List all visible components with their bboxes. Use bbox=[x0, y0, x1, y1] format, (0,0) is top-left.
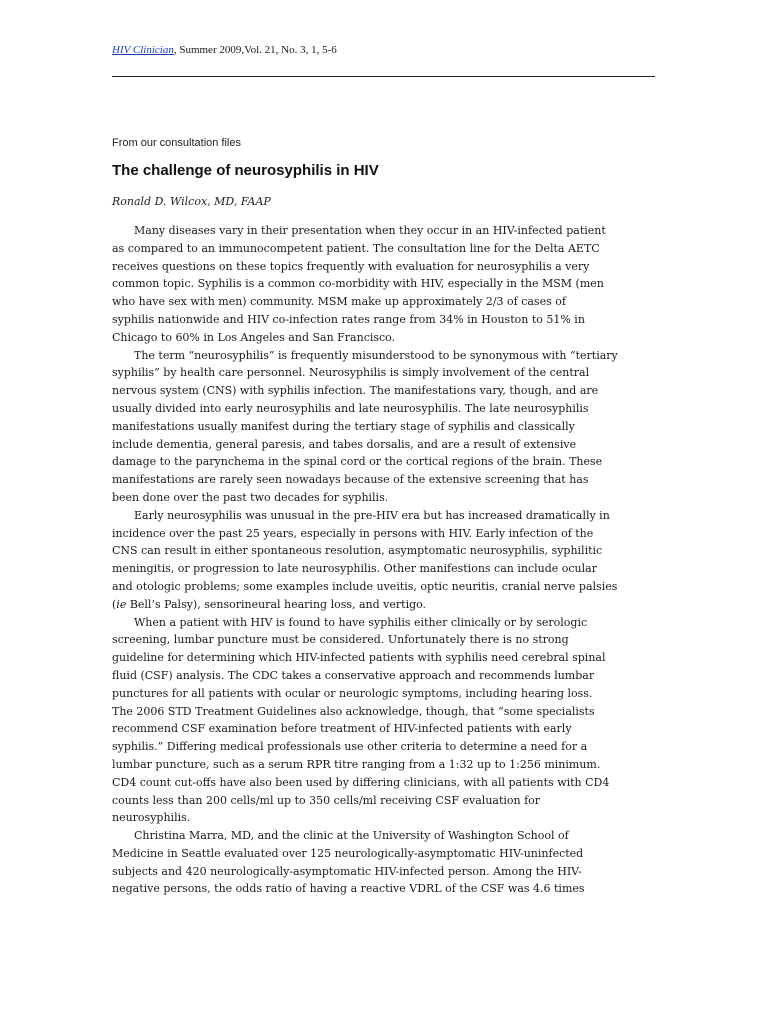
issue-info: , Summer 2009,Vol. 21, No. 3, 1, 5-6 bbox=[173, 44, 337, 56]
body-line: subjects and 420 neurologically-asymptomatic HIV-infected person. Among the HIV- bbox=[112, 864, 582, 878]
body-line: receives questions on these topics frequently with evaluation for neurosyphilis a very bbox=[112, 259, 590, 273]
body-line: CD4 count cut-offs have also been used by differing clinicians, with all patients with CD4 bbox=[112, 775, 610, 789]
article-body bbox=[112, 222, 672, 898]
body-line: Chicago to 60% in Los Angeles and San Francisco. bbox=[112, 330, 396, 344]
body-line: common topic. Syphilis is a common co-morbidity with HIV, especially in the MSM (men bbox=[112, 277, 604, 291]
body-line: punctures for all patients with ocular or neurologic symptoms, including hearing loss. bbox=[112, 686, 593, 700]
body-line: syphilis nationwide and HIV co-infection rates range from 34% in Houston to 51% in bbox=[112, 312, 585, 326]
body-line: damage to the parynchema in the spinal cord or the cortical regions of the brain. These bbox=[112, 455, 603, 469]
journal-link[interactable]: HIV Clinician bbox=[112, 44, 174, 56]
body-line: CNS can result in either spontaneous resolution, asymptomatic neurosyphilis, syphilitic bbox=[112, 544, 603, 558]
body-line: include dementia, general paresis, and tabes dorsalis, and are a result of extensive bbox=[112, 437, 577, 451]
article-author: Ronald D. Wilcox, MD, FAAP bbox=[112, 195, 271, 208]
body-line: and otologic problems; some examples include uveitis, optic neuritis, cranial nerve palsies bbox=[112, 579, 618, 593]
body-line: guideline for determining which HIV-infected patients with syphilis need cerebral spinal bbox=[112, 651, 606, 665]
body-line: as compared to an immunocompetent patient. The consultation line for the Delta AETC bbox=[112, 241, 600, 255]
body-line: meningitis, or progression to late neurosyphilis. Other manifestions can include ocular bbox=[112, 562, 597, 576]
body-line: screening, lumbar puncture must be considered. Unfortunately there is no strong bbox=[112, 633, 569, 647]
body-line: recommend CSF examination before treatment of HIV-infected patients with early bbox=[112, 722, 572, 736]
body-line: The 2006 STD Treatment Guidelines also acknowledge, though, that “some specialists bbox=[112, 704, 595, 718]
body-line-open-paren: ( bbox=[112, 597, 117, 611]
body-line: fluid (CSF) analysis. The CDC takes a conservative approach and recommends lumbar bbox=[112, 668, 595, 682]
section-label: From our consultation files bbox=[112, 137, 241, 149]
body-line: nervous system (CNS) with syphilis infection. The manifestations vary, though, and are bbox=[112, 384, 599, 398]
body-line: When a patient with HIV is found to have syphilis either clinically or by serologic bbox=[134, 615, 588, 629]
body-line: manifestations are rarely seen nowadays because of the extensive screening that has bbox=[112, 473, 589, 487]
header-divider bbox=[112, 76, 655, 77]
body-line: neurosyphilis. bbox=[112, 811, 191, 825]
body-line: counts less than 200 cells/ml up to 350 cells/ml receiving CSF evaluation for bbox=[112, 793, 541, 807]
body-line-italic: ie bbox=[116, 597, 127, 611]
body-line: The term “neurosyphilis” is frequently misunderstood to be synonymous with “tertiary bbox=[134, 348, 618, 362]
body-line: Early neurosyphilis was unusual in the pre-HIV era but has increased dramatically in bbox=[134, 508, 610, 522]
body-line: Christina Marra, MD, and the clinic at the University of Washington School of bbox=[134, 829, 569, 843]
body-line: incidence over the past 25 years, especially in persons with HIV. Early infection of the bbox=[112, 526, 594, 540]
body-line bbox=[112, 596, 672, 614]
body-line: negative persons, the odds ratio of having a reactive VDRL of the CSF was 4.6 times bbox=[112, 882, 585, 896]
body-line: syphilis” by health care personnel. Neurosyphilis is simply involvement of the central bbox=[112, 366, 590, 380]
body-line: syphilis.” Differing medical professionals use other criteria to determine a need for a bbox=[112, 740, 588, 754]
body-line: manifestations usually manifest during the tertiary stage of syphilis and classically bbox=[112, 419, 575, 433]
body-line: Medicine in Seattle evaluated over 125 neurologically-asymptomatic HIV-uninfected bbox=[112, 846, 584, 860]
citation-header bbox=[112, 44, 337, 56]
body-line: Many diseases vary in their presentation when they occur in an HIV-infected patient bbox=[134, 224, 606, 237]
body-line-rest: Bell’s Palsy), sensorineural hearing loss, and vertigo. bbox=[126, 597, 427, 611]
article-title: The challenge of neurosyphilis in HIV bbox=[112, 162, 379, 179]
body-line: who have sex with men) community. MSM make up approximately 2/3 of cases of bbox=[112, 295, 566, 309]
body-line: lumbar puncture, such as a serum RPR titre ranging from a 1:32 up to 1:256 minimum. bbox=[112, 757, 601, 771]
body-line: been done over the past two decades for syphilis. bbox=[112, 490, 389, 504]
body-line: usually divided into early neurosyphilis and late neurosyphilis. The late neurosyphilis bbox=[112, 401, 589, 415]
